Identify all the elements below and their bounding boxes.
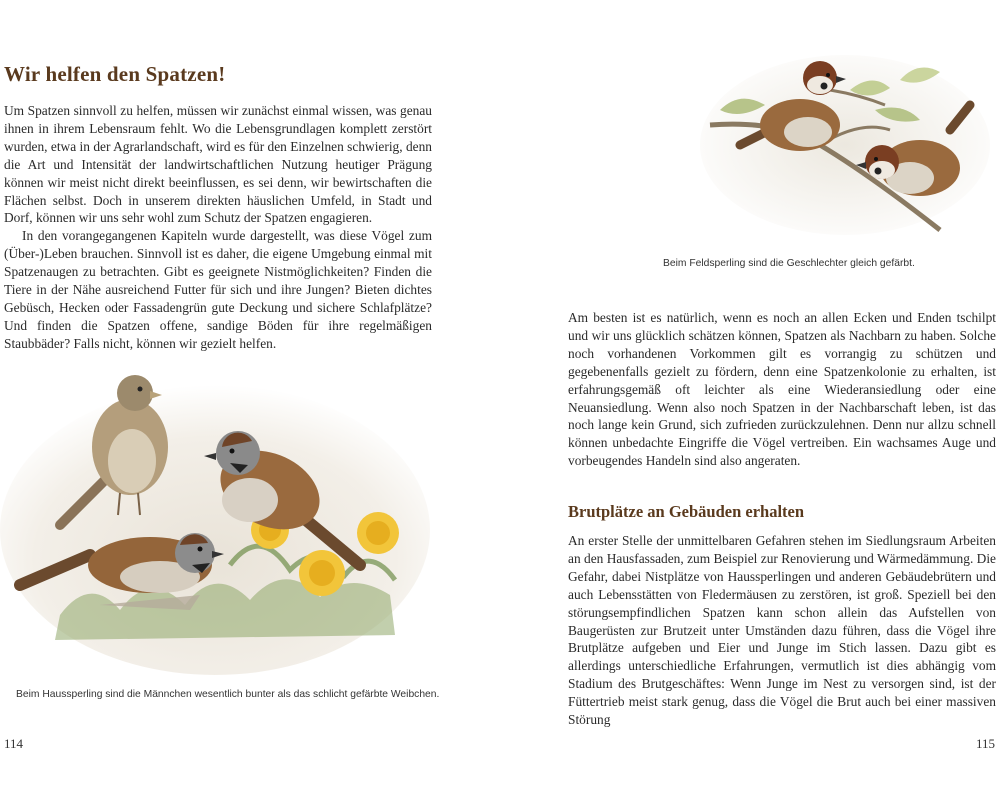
left-body-text bbox=[4, 102, 432, 353]
tree-sparrow-illustration bbox=[700, 50, 990, 245]
dandelion-flower bbox=[357, 512, 399, 554]
figure-caption: Beim Feldsperling sind die Geschlechter gleich gefärbt. bbox=[663, 258, 915, 269]
house-sparrow-illustration bbox=[0, 365, 440, 675]
paragraph: Am besten ist es natürlich, wenn es noch an allen Ecken und Enden tschilpt und wir uns glücklich schätzen können, Spatzen als Nachbarn zu haben. Solche noch vorhandenen Vorkommen gilt es vorrangig zu schützen und gegebenenfalls gezielt zu fördern, denn eine Spatzenkolonie zu erhalten, ist erfahrungsgemäß oft leichter als eine Wiederansiedlung oder eine Neuansiedlung. Wenn also noch Spatzen in der Nachbarschaft leben, ist das noch lange kein Grund, sich zufrieden zurückzulehnen. Denn nur allzu schnell können unbedachte Eingriffe die Vögel vertreiben. Ein wachsames Auge und vorbeugendes Handeln sind also angeraten. bbox=[568, 310, 996, 469]
page-number: 114 bbox=[4, 736, 24, 751]
paragraph: In den vorangegangenen Kapiteln wurde dargestellt, was diese Vögel zum (Über-)Leben brauchen. Sinnvoll ist es daher, die eigene Umgebung einmal mit Spatzenaugen zu betrachten. Gibt es geeignete Nistmöglichkeiten? Finden die Tiere in der Nähe ausreichend Futter für sich und ihre Jungen? Bieten dichtes Gebüsch, Hecken oder Fassadengrün gute Deckung und sichere Schlafplätze? Und finden die Spatzen offene, sandige Böden für ihre regelmäßigen Staubbäder? Falls nicht, können wir gezielt helfen. bbox=[4, 228, 432, 351]
right-section-text bbox=[568, 532, 996, 729]
figure-caption: Beim Haussperling sind die Männchen wesentlich bunter als das schlicht gefärbte Weibchen. bbox=[16, 689, 440, 700]
paragraph: Um Spatzen sinnvoll zu helfen, müssen wir zunächst einmal wissen, was genau ihnen in ihrem Lebensraum fehlt. Wo die Lebensgrundlagen komplett zerstört wurden, etwa in der Agrarlandschaft, wird es für den Einzelnen schwierig, denn die Art und Intensität der landwirtschaftlichen Nutzung heutiger Prägung können wir meist nicht direkt beeinflussen, es sei denn, wir bewirtschaften die Flächen selbst. Doch in unserem direkten häuslichen Umfeld, in Stadt und Dorf, können wir uns sehr wohl zum Schutz der Spatzen engagieren. bbox=[4, 103, 432, 226]
paragraph: An erster Stelle der unmittelbaren Gefahren stehen im Siedlungsraum Arbeiten an den Hausfassaden, zum Beispiel zur Renovierung und Wärmedämmung. Die Gefahr, dabei Nistplätze von Haussperlingen und anderen Gebäudebrütern und auch Lebensstätten von Fledermäusen zu zerstören, ist groß. Speziell bei den störungsempfindlichen Spatzen kann schon allein das Aufstellen von Baugerüsten zur Brutzeit unter Umständen dazu führen, dass die Vögel ihre Brutplätze aufgeben und Eier und Junge im Stich lassen. Dazu gibt es allerdings unterschiedliche Erfahrungen, vermutlich ist dies abhängig vom Stadium des Brutgeschäftes: Wenn Junge im Nest zu versorgen sind, ist der Füttertrieb meist stark genug, dass die Vögel die Brut auch bei einer massiven Störung bbox=[568, 533, 996, 728]
page-title: Wir helfen den Spatzen! bbox=[4, 62, 226, 86]
page-number: 115 bbox=[976, 736, 996, 751]
right-body-text bbox=[568, 309, 996, 470]
section-heading: Brutplätze an Gebäuden erhalten bbox=[568, 502, 805, 521]
dandelion-flower bbox=[299, 550, 345, 596]
